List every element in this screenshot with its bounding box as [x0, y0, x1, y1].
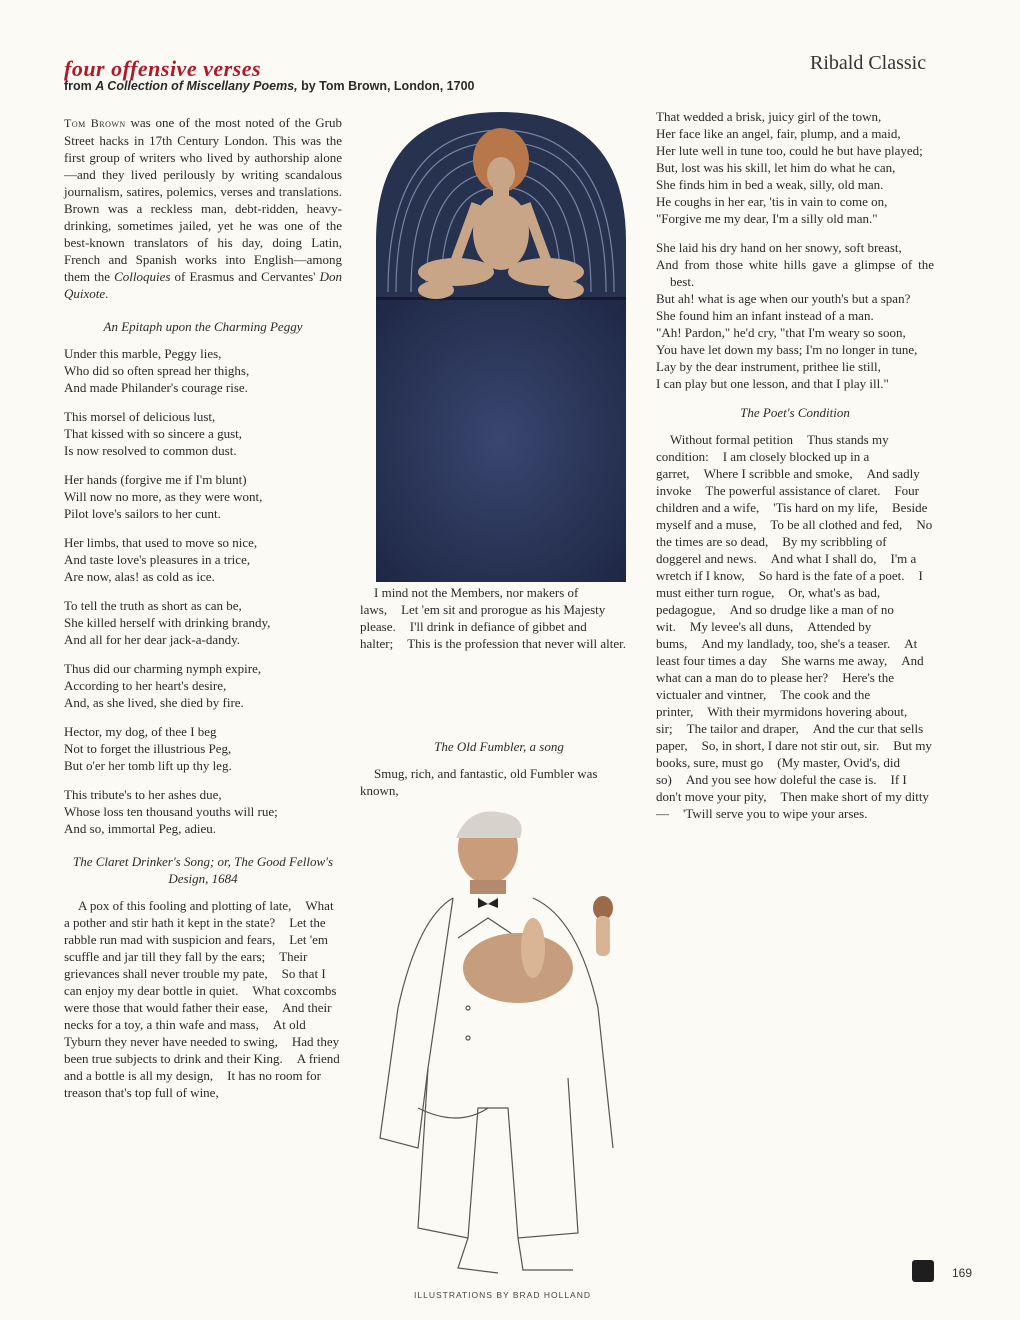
poem-3-line: Her face like an angel, fair, plump, and a maid,: [656, 126, 901, 141]
poem-1-line: Her limbs, that used to move so nice,: [64, 535, 258, 550]
poem-1-line: To tell the truth as short as can be,: [64, 598, 242, 613]
intro-work-1: Colloquies: [114, 269, 171, 284]
poem-4-line: The powerful assistance of claret.: [705, 483, 881, 498]
poem-4-line: With their myrmidons hovering about, sir;: [656, 704, 908, 736]
subtitle-book: A Collection of Miscellany Poems,: [95, 79, 298, 93]
poem-4-line: If I don't move your pity,: [656, 772, 907, 804]
poem-3-line: Smug, rich, and fantastic, old Fumbler was known,: [360, 766, 598, 798]
poem-1-title: An Epitaph upon the Charming Peggy: [103, 319, 303, 334]
poem-1-line: Pilot love's sailors to her cunt.: [64, 506, 221, 521]
poem-4-line: By my scribbling of doggerel and news.: [656, 534, 887, 566]
poem-3-line: She finds him in bed a weak, silly, old man.: [656, 177, 884, 192]
poem-1-stanza: [64, 345, 342, 396]
poem-1-stanza: [64, 786, 342, 837]
poem-1-line: Is now resolved to common dust.: [64, 443, 237, 458]
poem-2-body: [64, 897, 342, 1101]
poem-4-line: Four children and a wife,: [656, 483, 920, 515]
playboy-bunny-icon: [912, 1260, 934, 1282]
poem-3-line: Her lute well in tune too, could he but have played;: [656, 143, 923, 158]
poem-2-title-d: , 1684: [205, 871, 238, 886]
poem-4-line: At least four times a day: [656, 636, 918, 668]
poem-1-stanza: [64, 660, 342, 711]
poem-1-line: Whose loss ten thousand youths will rue;: [64, 804, 278, 819]
peggy-tombstone-illustration: [366, 112, 636, 582]
poem-3-line: That wedded a brisk, juicy girl of the town,: [656, 109, 882, 124]
intro-text: was one of the most noted of the Grub Street hacks in 17th Century London. This was the first group of writers who lived by authorship alone—and they lived perilously by writing scandalous journalism, satires, polemics, verses and translations. Brown was a reckless man, debt-ridden, heavy-drinking, sometimes jailed, yet he was one of the best-known translators of his day, doing Latin, French and Spanish works into English—among them the: [64, 115, 342, 284]
poem-1-line: She killed herself with drinking brandy,: [64, 615, 271, 630]
poem-1-line: Who did so often spread her thighs,: [64, 363, 250, 378]
right-column: [656, 108, 934, 822]
poem-2-line: Their grievances shall never trouble my pate,: [64, 949, 308, 981]
poem-3-line: "Forgive me my dear, I'm a silly old man.": [656, 211, 878, 226]
poem-2-line: Had they been true subjects to drink and their King.: [64, 1034, 340, 1066]
illustration-credit: ILLUSTRATIONS BY BRAD HOLLAND: [414, 1290, 592, 1300]
poem-4-line: Here's the victualer and vintner,: [656, 670, 894, 702]
intro-lead: Tom Brown: [64, 116, 126, 130]
poem-4-line: The cook and the printer,: [656, 687, 871, 719]
subtitle-suffix: by Tom Brown, London, 1700: [297, 79, 475, 93]
article-subtitle: [64, 79, 475, 93]
poem-4-line: I must either turn rogue,: [656, 568, 923, 600]
poem-2-line: At old Tyburn they never have needed to swing,: [64, 1017, 306, 1049]
poem-3-line: She found him an infant instead of a man.: [656, 308, 874, 323]
poem-1-line: Hector, my dog, of thee I beg: [64, 724, 217, 739]
poem-1-line: And made Philander's courage rise.: [64, 380, 248, 395]
poem-2-line: Let 'em scuffle and jar till they fall by the ears;: [64, 932, 328, 964]
poem-4-line: And what can a man do to please her?: [656, 653, 924, 685]
poem-1-line: Her hands (forgive me if I'm blunt): [64, 472, 247, 487]
poem-4-line: So, in short, I dare not stir out, sir.: [701, 738, 880, 753]
poem-3-opening: [360, 765, 638, 799]
poem-1-line: But o'er her tomb lift up thy leg.: [64, 758, 232, 773]
poem-2-line: What coxcombs were those that would father their ease,: [64, 983, 337, 1015]
poem-4-line: No the times are so dead,: [656, 517, 933, 549]
poem-2-title-a: The Claret Drinker's Song: [72, 854, 210, 869]
poem-4-line: So hard is the fate of a poet.: [758, 568, 905, 583]
poem-4-body: [656, 431, 934, 822]
poem-1-line: Not to forget the illustrious Peg,: [64, 741, 232, 756]
poem-1-stanza: [64, 534, 342, 585]
poem-1-line: That kissed with so sincere a gust,: [64, 426, 242, 441]
poem-2-title: [64, 853, 342, 887]
illustration-fumbler: [358, 808, 648, 1288]
poem-3-line: But, lost was his skill, let him do what he can,: [656, 160, 896, 175]
poem-3-title: [360, 738, 638, 755]
poem-2-line: I'll drink in defiance of gibbet and halter;: [360, 619, 587, 651]
poem-4-title: The Poet's Condition: [740, 405, 850, 420]
old-fumbler-illustration: [358, 808, 648, 1288]
poem-2-title-b: ; or,: [209, 854, 235, 869]
poem-1-line: According to her heart's desire,: [64, 678, 227, 693]
poem-2-line: Let the rabble run mad with suspicion and fears,: [64, 915, 326, 947]
poem-2-line: It has no room for treason that's top full of wine,: [64, 1068, 321, 1100]
poem-4-line: I am closely blocked up in a garret,: [656, 449, 870, 481]
poem-3-line: He coughs in her ear, 'tis in vain to come on,: [656, 194, 888, 209]
poem-2-continuation: [360, 584, 638, 652]
illustration-peggy: [366, 112, 636, 582]
poem-4-line: And my landlady, too, she's a teaser.: [701, 636, 891, 651]
poem-3-line: I can play but one lesson, and that I play ill.": [656, 376, 889, 391]
poem-2-line: And their necks for a toy, a thin wafe and mass,: [64, 1000, 332, 1032]
poem-2-line: A friend and a bottle is all my design,: [64, 1051, 340, 1083]
poem-3-line: "Ah! Pardon," he'd cry, "that I'm weary so soon,: [656, 325, 906, 340]
poem-3-title-b: , a song: [523, 739, 564, 754]
intro-work-2: Don Quixote: [64, 269, 342, 301]
poem-1-stanza: [64, 408, 342, 459]
poem-4-line: 'Tis hard on my life,: [773, 500, 879, 515]
poem-4-line: And what I shall do,: [770, 551, 877, 566]
poem-2-line: I mind not the Members, nor makers of laws,: [360, 585, 579, 617]
intro-mid: of Erasmus and Cervantes': [170, 269, 320, 284]
poem-3-line: She laid his dry hand on her snowy, soft breast,: [656, 240, 902, 255]
poem-4-line: I'm a wretch if I know,: [656, 551, 917, 583]
poem-1-line: Thus did our charming nymph expire,: [64, 661, 262, 676]
page-number: 169: [952, 1266, 973, 1280]
middle-column-text: [360, 738, 638, 799]
poem-3-stanza-1: [656, 108, 934, 227]
poem-4-line: Where I scribble and smoke,: [703, 466, 853, 481]
poem-1-stanza: [64, 471, 342, 522]
poem-4-line: To be all clothed and fed,: [770, 517, 903, 532]
article-title: four offensive verses: [64, 56, 262, 81]
poem-4-line: Then make short of my ditty—: [656, 789, 929, 821]
poem-2-title-c: The Good Fellow's Design: [168, 854, 334, 886]
poem-1-stanza: [64, 597, 342, 648]
poem-1-line: And so, immortal Peg, adieu.: [64, 821, 217, 836]
poem-1-line: And taste love's pleasures in a trice,: [64, 552, 251, 567]
poem-2-line: Let 'em sit and prorogue as his Majesty please.: [360, 602, 606, 634]
poem-1-line: And, as she lived, she died by fire.: [64, 695, 244, 710]
left-column: [64, 114, 342, 1101]
poem-4-line: Without formal petition: [670, 432, 793, 447]
poem-1-line: And all for her dear jack-a-dandy.: [64, 632, 241, 647]
poem-4-line: Attended by bums,: [656, 619, 872, 651]
intro-paragraph: [64, 114, 342, 302]
poem-4-line: And so drudge like a man of no wit.: [656, 602, 894, 634]
poem-1-line: Will now no more, as they were wont,: [64, 489, 263, 504]
intro-end: .: [105, 286, 109, 301]
poem-4-line: The tailor and draper,: [686, 721, 799, 736]
poem-4-line: And sadly invoke: [656, 466, 920, 498]
poem-3-stanza-2: [656, 239, 934, 392]
poem-4-line: Thus stands my condition:: [656, 432, 889, 464]
poem-2-line: This is the profession that never will alter.: [407, 636, 627, 651]
poem-1-line: Are now, alas! as cold as ice.: [64, 569, 215, 584]
poem-2-line: What a pother and stir hath it kept in the state?: [64, 898, 334, 930]
poem-2-line: So that I can enjoy my dear bottle in quiet.: [64, 966, 326, 998]
poem-2-line: A pox of this fooling and plotting of late,: [78, 898, 292, 913]
poem-4-line: Or, what's as bad, pedagogue,: [656, 585, 881, 617]
subtitle-prefix: from: [64, 79, 96, 93]
poem-3-line: Lay by the dear instrument, prithee lie still,: [656, 359, 881, 374]
poem-4-line: And the cur that sells paper,: [656, 721, 924, 753]
section-label: Ribald Classic: [810, 52, 927, 74]
poem-3-line: But ah! what is age when our youth's but a span?: [656, 291, 911, 306]
poem-4-line: She warns me away,: [781, 653, 888, 668]
poem-1-stanza: [64, 723, 342, 774]
poem-4-line: But my books, sure, must go: [656, 738, 932, 770]
poem-1-body: [64, 345, 342, 837]
poem-3-line: And from those white hills gave a glimpse of the best.: [656, 257, 934, 289]
poem-4-line: (My master, Ovid's, did so): [656, 755, 901, 787]
poem-3-title-a: The Old Fumbler: [434, 739, 524, 754]
poem-1-line: This morsel of delicious lust,: [64, 409, 216, 424]
poem-1-line: Under this marble, Peggy lies,: [64, 346, 222, 361]
poem-3-line: You have let down my bass; I'm no longer in tune,: [656, 342, 918, 357]
poem-4-line: Beside myself and a muse,: [656, 500, 928, 532]
poem-4-line: My levee's all duns,: [689, 619, 794, 634]
poem-1-line: This tribute's to her ashes due,: [64, 787, 222, 802]
poem-4-line: And you see how doleful the case is.: [685, 772, 877, 787]
poem-4-line: 'Twill serve you to wipe your arses.: [683, 806, 868, 821]
